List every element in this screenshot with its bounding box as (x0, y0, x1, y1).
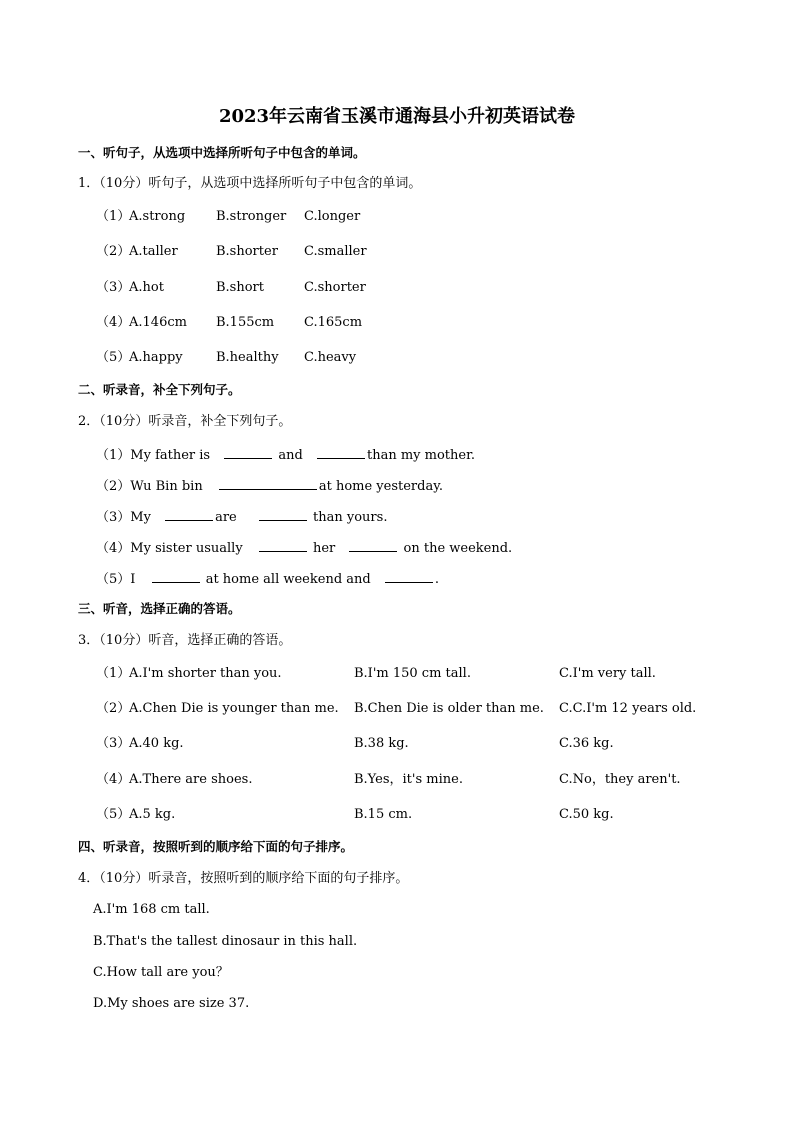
option-c: C.shorter (304, 280, 366, 295)
item-number: （1） (96, 209, 131, 224)
option-b: B.I'm 150 cm tall. (354, 666, 471, 681)
question-stem-3: 3．（10分）听音，选择正确的答语。 (78, 633, 292, 648)
item-number: （2） (96, 244, 131, 259)
q2-item-5 (96, 570, 439, 588)
sentence-part: on the weekend. (403, 541, 513, 556)
q2-item-3 (96, 508, 387, 526)
q2-item-4 (96, 539, 512, 557)
sentence-part: than yours. (313, 510, 388, 525)
section-heading-2: 二、听录音，补全下列句子。 (78, 382, 241, 397)
item-number: （2） (96, 479, 131, 494)
option-b: B.155cm (216, 315, 275, 330)
sentence-part: I (130, 572, 136, 587)
option-a: A.strong (129, 209, 186, 224)
sentence-part: My father is (130, 448, 211, 463)
sentence-part: Wu Bin bin (130, 479, 203, 494)
sentence-part: My sister usually (130, 541, 243, 556)
item-number: （3） (96, 280, 131, 295)
item-number: （3） (96, 736, 131, 751)
q4-sentence-a: A.I'm 168 cm tall. (93, 902, 210, 917)
answer-blank[interactable] (259, 539, 307, 552)
answer-blank[interactable] (165, 508, 213, 521)
item-number: （5） (96, 350, 131, 365)
answer-blank[interactable] (349, 539, 397, 552)
option-b: B.38 kg. (354, 736, 409, 751)
option-c: C.longer (304, 209, 361, 224)
section-heading-4: 四、听录音，按照听到的顺序给下面的句子排序。 (78, 839, 354, 854)
item-number: （2） (96, 701, 131, 716)
item-number: （5） (96, 572, 131, 587)
option-b: B.15 cm. (354, 807, 413, 822)
option-b: B.short (216, 280, 264, 295)
question-stem-2: 2．（10分）听录音，补全下列句子。 (78, 414, 292, 429)
option-c: C.I'm very tall. (559, 666, 656, 681)
option-a: A.happy (129, 350, 183, 365)
option-c: C.50 kg. (559, 807, 614, 822)
section-heading-3: 三、听音，选择正确的答语。 (78, 601, 241, 616)
answer-blank[interactable] (259, 508, 307, 521)
option-b: B.Chen Die is older than me. (354, 701, 544, 716)
option-c: C.165cm (304, 315, 363, 330)
item-number: （5） (96, 807, 131, 822)
q4-sentence-c: C.How tall are you？ (93, 965, 229, 980)
page-title: 2023年云南省玉溪市通海县小升初英语试卷 (218, 106, 576, 127)
option-a: A.I'm shorter than you. (129, 666, 282, 681)
item-number: （3） (96, 510, 131, 525)
answer-blank[interactable] (317, 446, 365, 459)
sentence-part: . (434, 572, 439, 587)
item-number: （4） (96, 315, 131, 330)
option-a: A.146cm (129, 315, 187, 330)
sentence-part: at home all weekend and (205, 572, 371, 587)
option-b: B.stronger (216, 209, 287, 224)
option-a: A.hot (129, 280, 164, 295)
option-a: A.There are shoes. (129, 772, 253, 787)
sentence-part: than my mother. (366, 448, 476, 463)
question-stem-1: 1．（10分）听句子，从选项中选择所听句子中包含的单词。 (78, 176, 422, 191)
item-number: （4） (96, 541, 131, 556)
option-c: C.smaller (304, 244, 367, 259)
answer-blank[interactable] (224, 446, 272, 459)
option-a: A.5 kg. (129, 807, 176, 822)
sentence-part: and (278, 448, 303, 463)
sentence-part: My (130, 510, 151, 525)
answer-blank[interactable] (219, 477, 317, 490)
option-a: A.Chen Die is younger than me. (129, 701, 339, 716)
answer-blank[interactable] (152, 570, 200, 583)
sentence-part: her (312, 541, 336, 556)
option-c: C.No，they aren't. (559, 772, 681, 787)
item-number: （1） (96, 666, 131, 681)
option-a: A.40 kg. (129, 736, 184, 751)
option-b: B.healthy (216, 350, 279, 365)
answer-blank[interactable] (385, 570, 433, 583)
item-number: （1） (96, 448, 131, 463)
section-heading-1: 一、听句子，从选项中选择所听句子中包含的单词。 (78, 145, 366, 160)
sentence-part: are (215, 510, 237, 525)
q2-item-2 (96, 477, 443, 495)
option-c: C.C.I'm 12 years old. (559, 701, 697, 716)
q4-sentence-b: B.That's the tallest dinosaur in this hall. (93, 934, 358, 949)
q2-item-1 (96, 446, 475, 464)
option-c: C.heavy (304, 350, 357, 365)
option-b: B.Yes，it's mine. (354, 772, 463, 787)
option-a: A.taller (129, 244, 178, 259)
item-number: （4） (96, 772, 131, 787)
question-stem-4: 4．（10分）听录音，按照听到的顺序给下面的句子排序。 (78, 871, 409, 886)
q4-sentence-d: D.My shoes are size 37. (93, 996, 250, 1011)
option-c: C.36 kg. (559, 736, 614, 751)
option-b: B.shorter (216, 244, 278, 259)
sentence-part: at home yesterday. (318, 479, 443, 494)
